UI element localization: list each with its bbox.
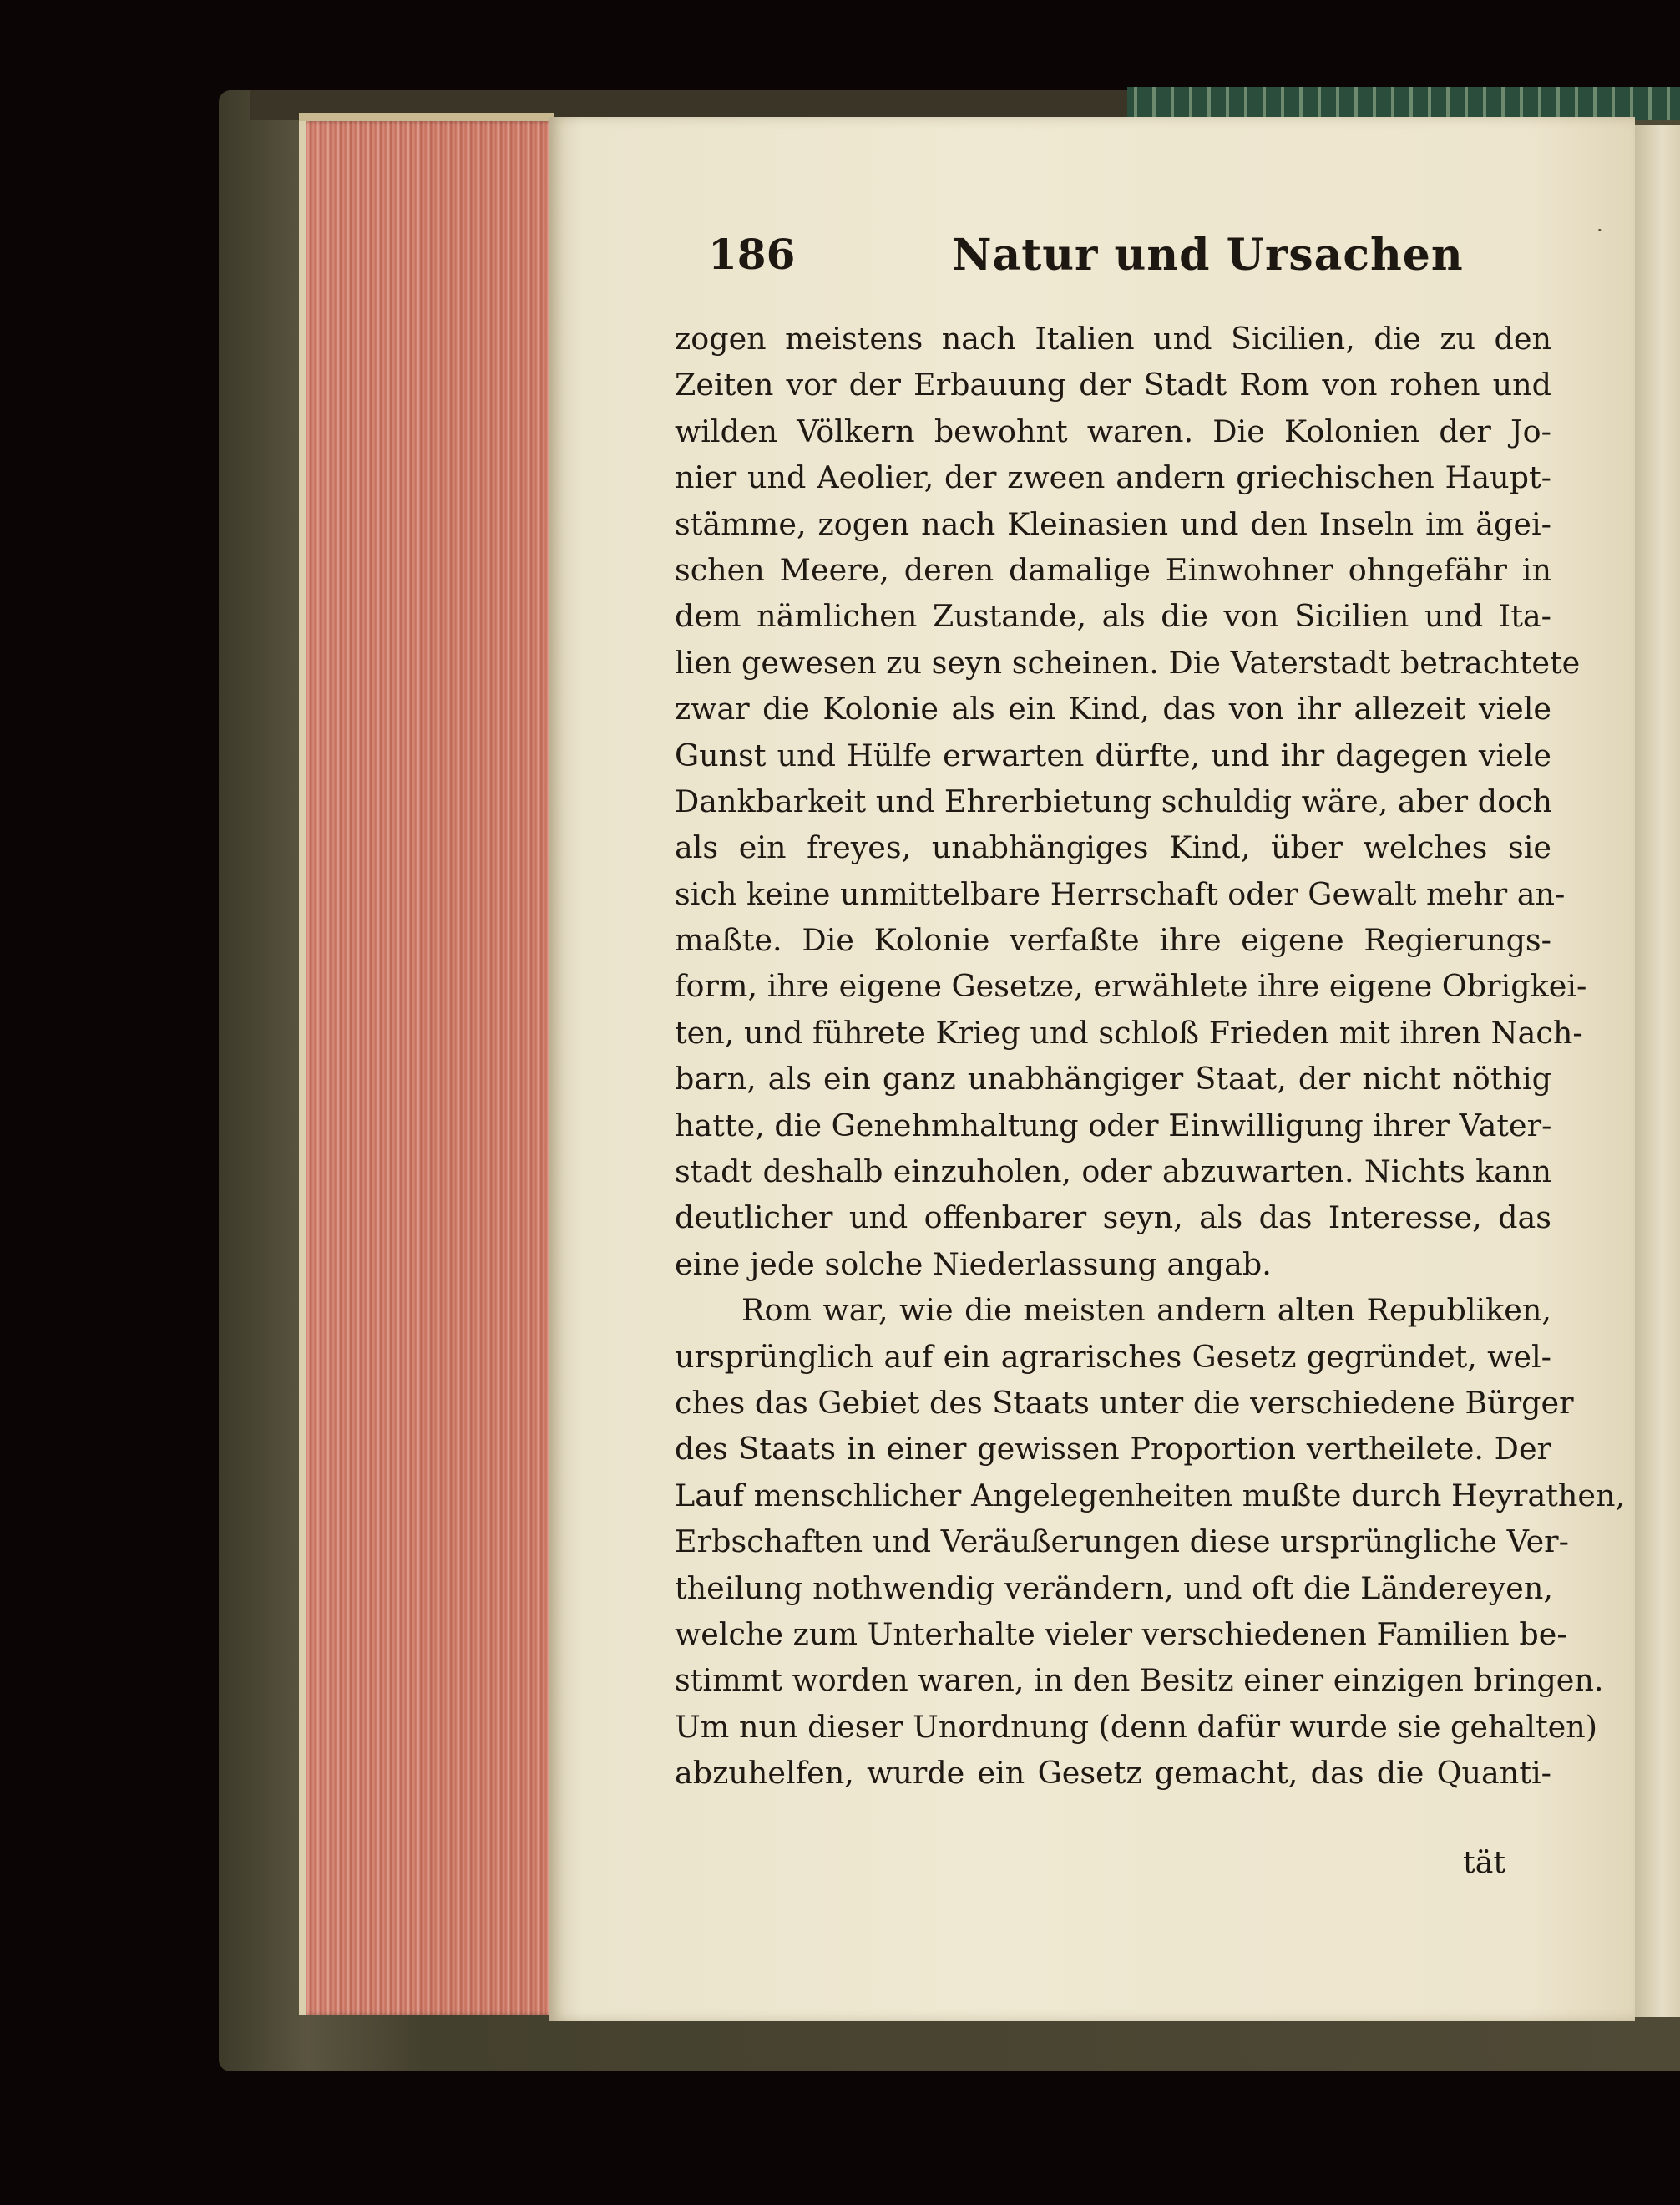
text-line: zwar die Kolonie als ein Kind, das von ihr allezeit viele: [675, 691, 1551, 727]
text-line: ches das Gebiet des Staats unter die verschiedene Bürger: [675, 1384, 1574, 1421]
facing-page-edge: [1635, 125, 1680, 2017]
page-block-edges: [299, 121, 561, 2015]
header-title: Natur und Ursachen: [952, 230, 1464, 281]
catchword: tät: [1463, 1844, 1506, 1880]
text-line: hatte, die Genehmhaltung oder Einwilligung ihrer Vater-: [675, 1107, 1552, 1143]
margin-mark: [1597, 219, 1608, 227]
text-line: Um nun dieser Unordnung (denn dafür wurde sie gehalten): [675, 1708, 1597, 1745]
text-line: welche zum Unterhalte vieler verschiedenen Familien be-: [675, 1615, 1567, 1652]
text-line: wilden Völkern bewohnt waren. Die Kolonien der Jo-: [675, 413, 1551, 449]
text-line: Erbschaften und Veräußerungen diese ursprüngliche Ver-: [675, 1523, 1569, 1560]
text-body: [675, 316, 1626, 1797]
text-line: nier und Aeolier, der zween andern griechischen Haupt-: [675, 459, 1551, 496]
text-line: ursprünglich auf ein agrarisches Gesetz gegründet, wel-: [675, 1338, 1551, 1375]
text-line: stimmt worden waren, in den Besitz einer einzigen bringen.: [675, 1662, 1604, 1699]
text-line: stämme, zogen nach Kleinasien und den Inseln im ägei-: [675, 505, 1551, 542]
running-head: [708, 230, 1543, 280]
text-line: dem nämlichen Zustande, als die von Sicilien und Ita-: [675, 598, 1551, 635]
text-line: stadt deshalb einzuholen, oder abzuwarten. Nichts kann: [675, 1153, 1551, 1190]
text-line: abzuhelfen, wurde ein Gesetz gemacht, das die Quanti-: [675, 1755, 1551, 1792]
paragraph-start-line: Rom war, wie die meisten andern alten Republiken,: [741, 1292, 1551, 1329]
text-line: Zeiten vor der Erbauung der Stadt Rom von rohen und: [675, 367, 1551, 403]
cover-top-marbled-edge: [1127, 87, 1680, 120]
text-line: deutlicher und offenbarer seyn, als das Interesse, das: [675, 1199, 1551, 1236]
text-line: Dankbarkeit und Ehrerbietung schuldig wäre, aber doch: [675, 783, 1552, 819]
text-line: eine jede solche Niederlassung angab.: [675, 1245, 1272, 1282]
text-line: sich keine unmittelbare Herrschaft oder Gewalt mehr an-: [675, 875, 1566, 912]
page-number: 186: [708, 230, 796, 279]
text-line: zogen meistens nach Italien und Sicilien, die zu den: [675, 321, 1551, 357]
text-line: Lauf menschlicher Angelegenheiten mußte durch Heyrathen,: [675, 1477, 1626, 1513]
text-line: schen Meere, deren damalige Einwohner ohngefähr in: [675, 551, 1551, 588]
text-line: theilung nothwendig verändern, und oft die Ländereyen,: [675, 1569, 1554, 1606]
text-line: lien gewesen zu seyn scheinen. Die Vaterstadt betrachtete: [675, 644, 1581, 681]
text-line: form, ihre eigene Gesetze, erwählete ihre eigene Obrigkei-: [675, 968, 1587, 1005]
text-line: barn, als ein ganz unabhängiger Staat, der nicht nöthig: [675, 1061, 1551, 1097]
text-line: ten, und führete Krieg und schloß Frieden mit ihren Nach-: [675, 1014, 1583, 1051]
text-line: Gunst und Hülfe erwarten dürfte, und ihr dagegen viele: [675, 737, 1551, 773]
text-line: des Staats in einer gewissen Proportion vertheilete. Der: [675, 1431, 1551, 1467]
text-line: maßte. Die Kolonie verfaßte ihre eigene Regierungs-: [675, 922, 1551, 959]
text-line: als ein freyes, unabhängiges Kind, über welches sie: [675, 829, 1551, 866]
